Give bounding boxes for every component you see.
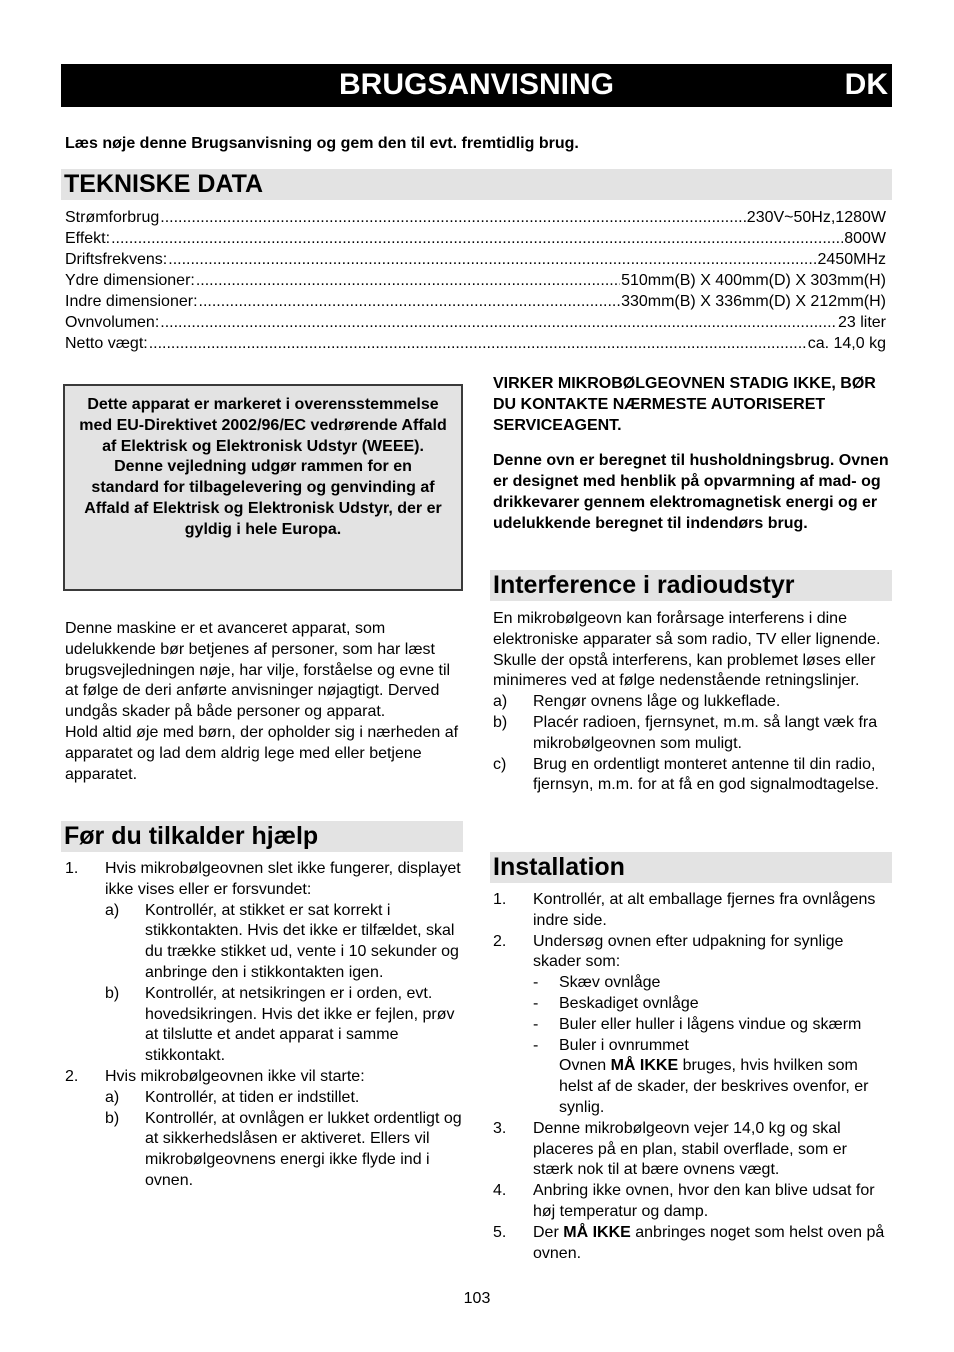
item-text <box>533 1223 889 1265</box>
item-text: Undersøg ovnen efter udpakning for synlige skader som: <box>533 932 844 971</box>
interference-heading: Interference i radioudstyr <box>490 570 892 601</box>
tech-data-table <box>65 207 886 354</box>
spec-label: Ydre dimensioner: <box>65 272 195 289</box>
list-item <box>493 994 889 1015</box>
list-item <box>493 1119 889 1181</box>
list-item <box>493 890 889 932</box>
list-item <box>493 973 889 994</box>
item-number: a) <box>105 901 120 919</box>
item-number: 2. <box>65 1067 79 1085</box>
spec-row <box>65 249 886 270</box>
installation-heading: Installation <box>490 852 892 883</box>
warning-suffix: bruges, hvis hvilken som helst af de skader, der beskrives ovenfor, er synlig. <box>559 1057 869 1116</box>
spec-row <box>65 207 886 228</box>
item-text: Buler eller huller i lågens vindue og skærm <box>559 1015 862 1033</box>
item-bullet: - <box>533 1015 539 1033</box>
list-item <box>493 713 889 755</box>
item-text: Placér radioen, fjernsynet, m.m. så langt væk fra mikrobølgeovnen som muligt. <box>533 713 878 752</box>
list-item <box>493 1015 889 1036</box>
page-number: 103 <box>463 1290 491 1307</box>
spec-row <box>65 291 886 312</box>
item-text: Denne mikrobølgeovn vejer 14,0 kg og skal placeres på en plan, stabil overflade, som er stærk nok til at bære ovnens vægt. <box>533 1119 847 1179</box>
spec-label: Driftsfrekvens: <box>65 251 168 268</box>
spec-value: 2450MHz <box>817 251 886 268</box>
weee-paragraph: Dette apparat er markeret i overensstemmelse med EU-Direktivet 2002/96/EC vedrørende Affald af Elektrisk og Elektronisk Udstyr (WEEE). <box>79 396 447 455</box>
item-number: 1. <box>65 860 79 877</box>
service-notice <box>493 374 889 535</box>
spec-row <box>65 228 886 249</box>
spec-value: ca. 14,0 kg <box>807 335 886 352</box>
list-item <box>65 901 462 984</box>
help-heading: Før du tilkalder hjælp <box>61 821 463 852</box>
text-emphasis: MÅ IKKE <box>563 1223 631 1241</box>
spec-label: Strømforbrug <box>65 209 160 226</box>
spec-leader <box>149 333 807 354</box>
item-text: Rengør ovnens låge og lukkeflade. <box>533 693 781 711</box>
page-title: BRUGSANVISNING <box>338 68 615 101</box>
weee-paragraph: Denne vejledning udgør rammen for en standard for tilbagelevering og genvinding af Affald af Elektrisk og Elektronisk Udstyr, der er gyldig i hele Europa. <box>84 458 442 538</box>
item-text: Kontrollér, at tiden er indstillet. <box>145 1088 360 1106</box>
warning-emphasis: MÅ IKKE <box>610 1057 679 1075</box>
item-text: Kontrollér, at alt emballage fjernes fra ovnlågens indre side. <box>533 891 876 929</box>
spec-value: 330mm(B) X 336mm(D) X 212mm(H) <box>621 293 886 310</box>
list-item <box>493 1223 889 1265</box>
spec-value: 510mm(B) X 400mm(D) X 303mm(H) <box>621 272 886 289</box>
interference-list <box>493 609 889 796</box>
text-prefix: Der <box>533 1223 564 1241</box>
item-bullet: - <box>533 974 539 992</box>
item-number: b) <box>493 713 508 731</box>
warning-prefix: Ovnen <box>559 1057 611 1075</box>
spec-value: 23 liter <box>837 314 886 331</box>
spec-label: Effekt: <box>65 230 111 247</box>
usage-warning-text <box>65 619 460 785</box>
item-bullet: - <box>533 994 539 1012</box>
item-number: 4. <box>493 1182 507 1200</box>
item-number: a) <box>105 1088 120 1106</box>
tech-data-heading: TEKNISKE DATA <box>61 169 892 200</box>
spec-value: 800W <box>844 230 886 247</box>
item-text: Skæv ovnlåge <box>559 974 661 992</box>
item-number: 2. <box>493 932 507 950</box>
list-item <box>65 859 462 901</box>
spec-leader <box>160 207 746 228</box>
spec-leader <box>160 312 837 333</box>
item-text <box>559 1036 889 1119</box>
list-item <box>493 1036 889 1119</box>
list-item <box>65 1088 462 1109</box>
item-text: Hvis mikrobølgeovnen ikke vil starte: <box>105 1067 365 1085</box>
spec-leader <box>168 249 816 270</box>
paragraph: En mikrobølgeovn kan forårsage interferens i dine elektroniske apparater så som radio, TV eller lignende. Skulle der opstå interferens, kan problemet løses eller minimeres ved at følge nedenstående retningslinjer. <box>493 610 881 690</box>
item-number: 1. <box>493 891 507 908</box>
paragraph: VIRKER MIKROBØLGEOVNEN STADIG IKKE, BØR DU KONTAKTE NÆRMESTE AUTORISERET SERVICEAGENT. <box>493 375 876 434</box>
dash-text: Buler i ovnrummet <box>559 1036 689 1054</box>
spec-label: Ovnvolumen: <box>65 314 160 331</box>
item-text: Hvis mikrobølgeovnen slet ikke fungerer, displayet ikke vises eller er forsvundet: <box>105 860 461 898</box>
item-text: Anbring ikke ovnen, hvor den kan blive udsat for høj temperatur og damp. <box>533 1182 875 1220</box>
spec-value: 230V~50Hz,1280W <box>746 209 886 226</box>
list-item <box>493 755 889 797</box>
item-number: 3. <box>493 1119 507 1137</box>
paragraph: Denne maskine er et avanceret apparat, som udelukkende bør betjenes af personer, som har læst brugsvejledningen nøje, har vilje, forståelse og evne til at følge de deri anførte anvisninger nøjagtigt. Derved undgås skader på både personer og apparat. <box>65 620 451 721</box>
list-item <box>65 1109 462 1192</box>
title-banner <box>61 64 892 107</box>
item-number: b) <box>105 1109 120 1127</box>
item-text: Kontrollér, at ovnlågen er lukket ordentligt og at sikkerhedslåsen er aktiveret. Ellers vil mikrobølgeovnens energi ikke flyde ind i ovnen. <box>145 1109 462 1189</box>
list-item <box>493 692 889 713</box>
spec-label: Indre dimensioner: <box>65 293 198 310</box>
item-text: Beskadiget ovnlåge <box>559 994 699 1012</box>
list-item <box>493 1181 889 1223</box>
spec-leader <box>196 270 620 291</box>
item-number: a) <box>493 693 508 711</box>
item-bullet: - <box>533 1036 539 1054</box>
item-number: 5. <box>493 1223 507 1241</box>
intro-note: Læs nøje denne Brugsanvisning og gem den til evt. fremtidlig brug. <box>65 135 579 152</box>
spec-row <box>65 312 886 333</box>
item-text: Brug en ordentligt monteret antenne til din radio, fjernsyn, m.m. for at få en god signalmodtagelse. <box>533 755 879 794</box>
spec-row <box>65 333 886 354</box>
language-code: DK <box>844 68 888 101</box>
item-text: Kontrollér, at netsikringen er i orden, evt. hovedsikringen. Hvis det ikke er fejlen, prøv at tilslutte et andet apparat i samme stikkontakt. <box>145 984 455 1065</box>
help-list <box>65 859 462 1192</box>
list-item <box>493 932 889 974</box>
installation-list <box>493 890 889 1264</box>
spec-leader <box>199 291 621 312</box>
list-item <box>65 1067 462 1088</box>
item-text: Kontrollér, at stikket er sat korrekt i stikkontakten. Hvis det ikke er tilfældet, skal du trække stikket ud, vente i 10 sekunder og anbringe den i stikkontakten igen. <box>145 901 459 981</box>
paragraph: Denne ovn er beregnet til husholdningsbrug. Ovnen er designet med henblik på opvarmning af mad- og drikkevarer gennem elektromagnetisk energi og er udelukkende beregnet til indendørs brug. <box>493 452 889 532</box>
item-number: c) <box>493 755 507 773</box>
weee-notice-box <box>63 384 463 591</box>
item-number: b) <box>105 984 120 1002</box>
paragraph: Hold altid øje med børn, der opholder sig i nærheden af apparatet og lad dem aldrig lege med eller betjene apparatet. <box>65 723 459 783</box>
spec-row <box>65 270 886 291</box>
text-suffix: anbringes noget som helst oven på ovnen. <box>533 1223 885 1262</box>
spec-leader <box>111 228 843 249</box>
spec-label: Netto vægt: <box>65 335 148 352</box>
list-item <box>65 984 462 1067</box>
